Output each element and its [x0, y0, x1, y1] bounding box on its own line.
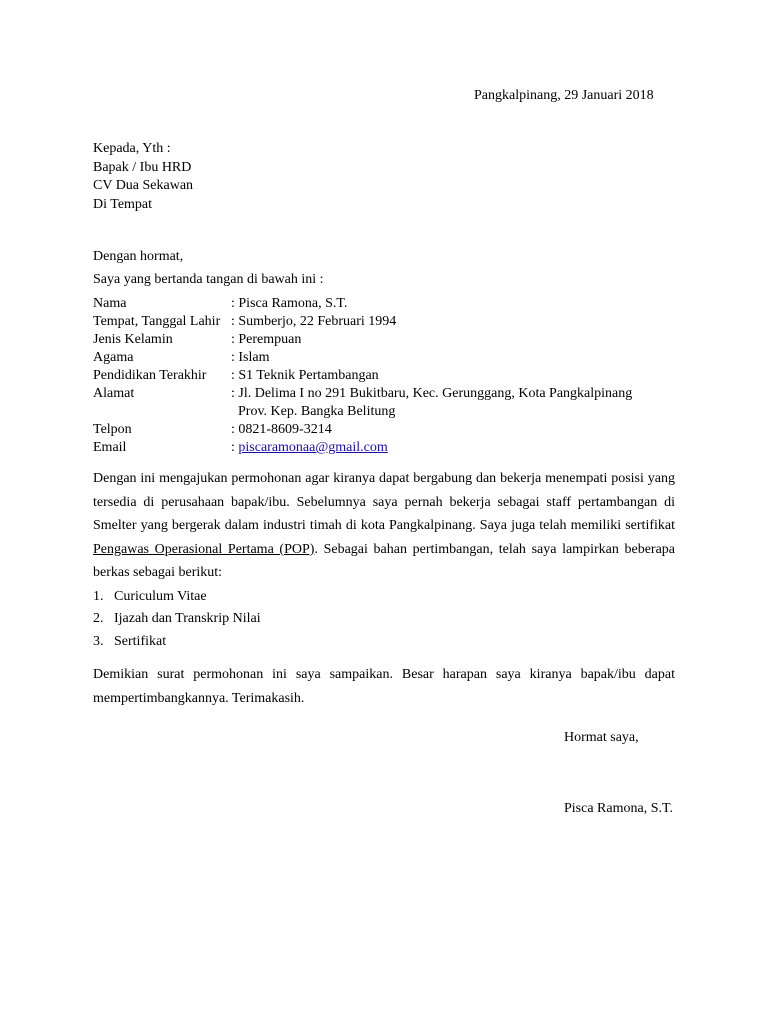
signer-name: Pisca Ramona, S.T. [564, 801, 674, 816]
detail-row-agama [93, 349, 632, 367]
detail-value [231, 439, 388, 457]
list-text: Curiculum Vitae [114, 589, 207, 604]
body-text: . Sebagai bahan pertimbangan, telah saya lampirkan beberapa berkas sebagai berikut: [93, 541, 675, 581]
detail-row-pendidikan [93, 367, 632, 385]
detail-value: : Jl. Delima I no 291 Bukitbaru, Kec. Gerunggang, Kota Pangkalpinang [231, 386, 633, 401]
list-number: 2. [93, 611, 104, 627]
detail-value: : Sumberjo, 22 Februari 1994 [231, 314, 397, 329]
letter-date: Pangkalpinang, 29 Januari 2018 [474, 88, 654, 103]
list-text: Sertifikat [114, 633, 167, 649]
detail-row-ttl [93, 313, 632, 331]
detail-label: Nama [93, 296, 127, 311]
detail-row-alamat [93, 385, 632, 403]
recipient-block [93, 140, 193, 214]
regards: Hormat saya, [564, 730, 639, 745]
salutation: Dengan hormat, [93, 249, 184, 264]
detail-row-email [93, 439, 632, 457]
recipient-line: Di Tempat [93, 196, 153, 212]
body-paragraph [93, 467, 675, 585]
detail-value: : Pisca Ramona, S.T. [231, 296, 348, 311]
closing-paragraph: Demikian surat permohonan ini saya sampaikan. Besar harapan saya kiranya bapak/ibu dapat mempertimbangkannya. Terimakasih. [93, 667, 675, 706]
detail-label: Pendidikan Terakhir [93, 368, 207, 383]
list-text: Ijazah dan Transkrip Nilai [114, 611, 261, 627]
detail-value: : Islam [231, 350, 270, 365]
list-item [93, 608, 261, 630]
list-number: 1. [93, 589, 104, 604]
recipient-line: Kepada, Yth : [93, 141, 171, 156]
applicant-details [93, 295, 632, 457]
list-item [93, 586, 261, 608]
detail-value: : Perempuan [231, 332, 302, 347]
detail-row-jenis-kelamin [93, 331, 632, 349]
detail-value: : S1 Teknik Pertambangan [231, 368, 379, 383]
detail-label: Jenis Kelamin [93, 332, 173, 347]
attachment-list [93, 586, 261, 653]
intro-line: Saya yang bertanda tangan di bawah ini : [93, 272, 324, 287]
detail-label: Tempat, Tanggal Lahir [93, 314, 221, 329]
detail-label: Email [93, 440, 127, 455]
detail-row-telpon [93, 421, 632, 439]
detail-value-continued: Prov. Kep. Bangka Belitung [238, 404, 396, 419]
list-item [93, 631, 261, 653]
recipient-line: CV Dua Sekawan [93, 178, 194, 193]
list-number: 3. [93, 633, 104, 649]
certificate-name: Pengawas Operasional Pertama (POP) [93, 541, 315, 557]
detail-row-nama [93, 295, 632, 313]
detail-label: Telpon [93, 422, 132, 437]
detail-value: : 0821-8609-3214 [231, 422, 332, 437]
email-link[interactable]: piscaramonaa@gmail.com [238, 440, 388, 455]
detail-label: Agama [93, 350, 134, 365]
body-text: Dengan ini mengajukan permohonan agar kiranya dapat bergabung dan bekerja menempati posisi yang tersedia di perusahaan bapak/ibu. Sebelumnya saya pernah bekerja sebagai staff pertambangan di Smelter yang bergerak dalam industri timah di kota Pangkalpinang. Saya juga telah memiliki sertifikat [93, 471, 675, 534]
recipient-line: Bapak / Ibu HRD [93, 159, 192, 175]
detail-label: Alamat [93, 386, 135, 401]
detail-colon: : [231, 440, 239, 455]
